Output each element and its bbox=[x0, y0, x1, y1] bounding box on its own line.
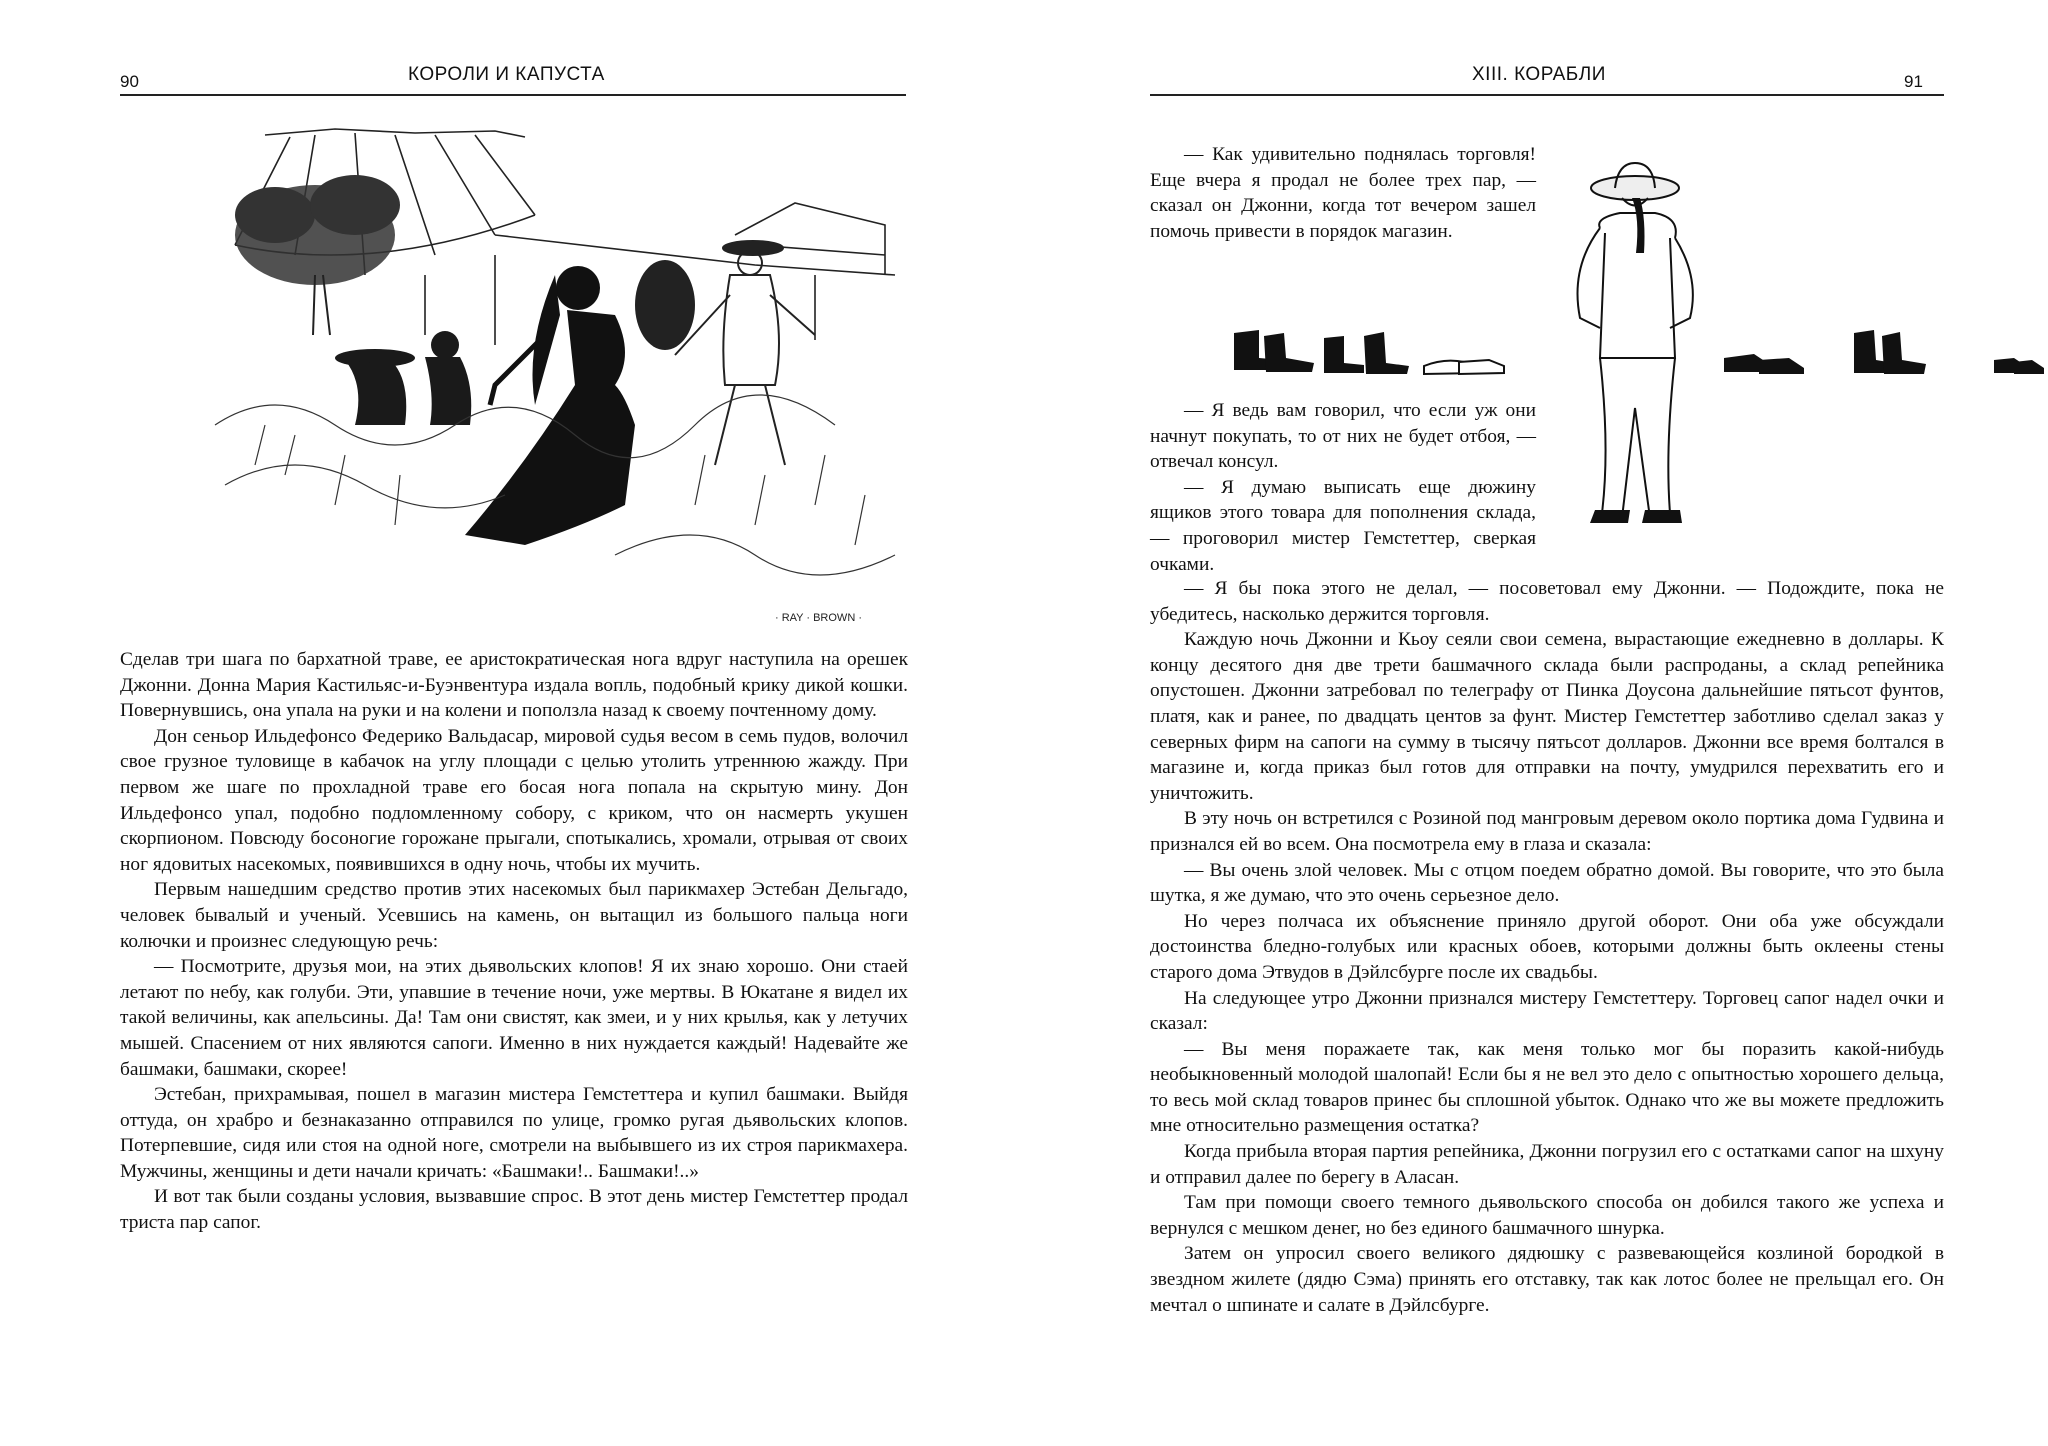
right-page bbox=[1024, 0, 2048, 1446]
paragraph: — Я думаю выписать еще дюжину ящиков этого товара для пополнения склада, — проговорил мистер Гемстеттер, сверкая очками. bbox=[1150, 476, 1536, 575]
header-rule bbox=[1150, 94, 1944, 96]
paragraph: — Я ведь вам говорил, что если уж они начнут покупать, то от них не будет отбоя, — отвечал консул. bbox=[1150, 400, 1536, 473]
paragraph: Но через полчаса их объяснение приняло другой оборот. Они оба уже обсуждали достоинства бледно-голубых или красных обоев, которыми должны быть оклеены стены старого дома Этвудов в Дэйлсбурге после их свадьбы. bbox=[1150, 910, 1944, 983]
illustration-field-scene bbox=[195, 125, 907, 625]
paragraph: Сделав три шага по бархатной траве, ее аристократическая нога вдруг наступила на орешек Джонни. Донна Мария Кастильяс-и-Буэнвентура издала вопль, подобный крику дикой кошки. Повернувшись, она упала на руки и на колени и поползла назад к своему почтенному дому. bbox=[120, 649, 908, 722]
artist-signature: · RAY · BROWN · bbox=[775, 612, 862, 624]
ink-drawing bbox=[195, 125, 907, 625]
paragraph: Дон сеньор Ильдефонсо Федерико Вальдасар, мировой судья весом в семь пудов, волочил свое грузное туловище в кабачок на углу площади с целью утолить утреннюю жажду. При первом же шаге по прохладной траве его босая нога попала на скрытую мину. Дон Ильдефонсо упал, подобно подломленному собору, с криком, что он насмерть укушен скорпионом. Повсюду босоногие горожане прыгали, спотыкались, хромали, отрывая от своих ног ядовитых насекомых, появившихся в одну ночь, чтобы их мучить. bbox=[120, 725, 908, 875]
ink-drawing bbox=[1214, 318, 2048, 380]
paragraph: В эту ночь он встретился с Розиной под мангровым деревом около портика дома Гудвина и признался ей во всем. Она посмотрела ему в глаза и сказала: bbox=[1150, 808, 1944, 855]
paragraph: — Я бы пока этого не делал, — посоветовал ему Джонни. — Подождите, пока не убедитесь, насколько держится торговля. bbox=[1150, 578, 1944, 625]
illustration-boots-row bbox=[1214, 318, 2048, 380]
paragraph: Там при помощи своего темного дьявольского способа он добился такого же успеха и вернулся с мешком денег, но без единого башмачного шнурка. bbox=[1150, 1192, 1944, 1239]
paragraph: Эстебан, прихрамывая, пошел в магазин мистера Гемстеттера и купил башмаки. Выйдя оттуда, он храбро и безнаказанно отправился по улице, громко ругая дьявольских клопов. Потерпевшие, сидя или стоя на одной ноге, смотрели на выбывшего из их строя парикмахера. Мужчины, женщины и дети начали кричать: «Башмаки!.. Башмаки!..» bbox=[120, 1084, 908, 1182]
right-body-text bbox=[1150, 576, 1944, 1318]
running-head: КОРОЛИ И КАПУСТА bbox=[408, 64, 605, 85]
paragraph: — Как удивительно поднялась торговля! Еще вчера я продал не более трех пар, — сказал он Джонни, когда тот вечером зашел помочь привести в порядок магазин. bbox=[1150, 144, 1536, 242]
paragraph: — Посмотрите, друзья мои, на этих дьявольских клопов! Я их знаю хорошо. Они стаей летают по небу, как голуби. Эти, упавшие в течение ночи, уже мертвы. В Юкатане я видел их такой величины, как апельсины. Да! Там они свистят, как змеи, и у них крылья, как у летучих мышей. Спасением от них являются сапоги. Именно в них нуждается каждый! Надевайте же башмаки, башмаки, скорее! bbox=[120, 956, 908, 1080]
paragraph: И вот так были созданы условия, вызвавшие спрос. В этот день мистер Гемстеттер продал триста пар сапог. bbox=[120, 1186, 908, 1234]
paragraph: Первым нашедшим средство против этих насекомых был парикмахер Эстебан Дельгадо, человек бывалый и ученый. Усевшись на камень, он вытащил из большого пальца ноги колючки и произнес следующую речь: bbox=[120, 879, 908, 952]
paragraph: Затем он упросил своего великого дядюшку с развевающейся козлиной бородкой в звездном жилете (дядю Сэма) принять его отставку, так как лотос более не прельщал его. Он мечтал о шпинате и салате в Дэйлсбурге. bbox=[1150, 1243, 1944, 1316]
paragraph: — Вы очень злой человек. Мы с отцом поедем обратно домой. Вы говорите, что это была шутка, я же думаю, что это очень серьезное дело. bbox=[1150, 859, 1944, 907]
paragraph: Когда прибыла вторая партия репейника, Джонни погрузил его с остатками сапог на шхуну и отправил далее по берегу в Аласан. bbox=[1150, 1141, 1944, 1188]
paragraph: Каждую ночь Джонни и Кьоу сеяли свои семена, вырастающие ежедневно в доллары. К концу десятого дня две трети башмачного склада были распроданы, а склад репейника опустошен. Джонни затребовал по телеграфу от Пинка Доусона дальнейшие пятьсот фунтов, платя, как и ранее, по двадцать центов за фунт. Мистер Гемстеттер заботливо сделал заказ у северных фирм на сапоги на сумму в тысячу пятьсот долларов. Джонни все время болтался в магазине и, когда приказ был готов для отправки на почту, умудрился перехватить его и уничтожить. bbox=[1150, 629, 1944, 804]
right-side-text bbox=[1150, 398, 1536, 577]
page-number: 91 bbox=[1904, 72, 1923, 91]
left-body-text bbox=[120, 647, 908, 1236]
header-rule bbox=[120, 94, 906, 96]
paragraph: — Вы меня поражаете так, как меня только мог бы поразить какой-нибудь необыкновенный молодой шалопай! Если бы я не вел это дело с опытностью хорошего дельца, то весь мой склад товаров принес бы сплошной убыток. Однако что же вы можете предложить мне относительно размещения остатка? bbox=[1150, 1038, 1944, 1137]
page-number: 90 bbox=[120, 72, 139, 91]
running-head: XIII. КОРАБЛИ bbox=[1472, 64, 1606, 85]
paragraph: На следующее утро Джонни признался мистеру Гемстеттеру. Торговец сапог надел очки и сказал: bbox=[1150, 987, 1944, 1035]
right-top-text bbox=[1150, 142, 1536, 244]
